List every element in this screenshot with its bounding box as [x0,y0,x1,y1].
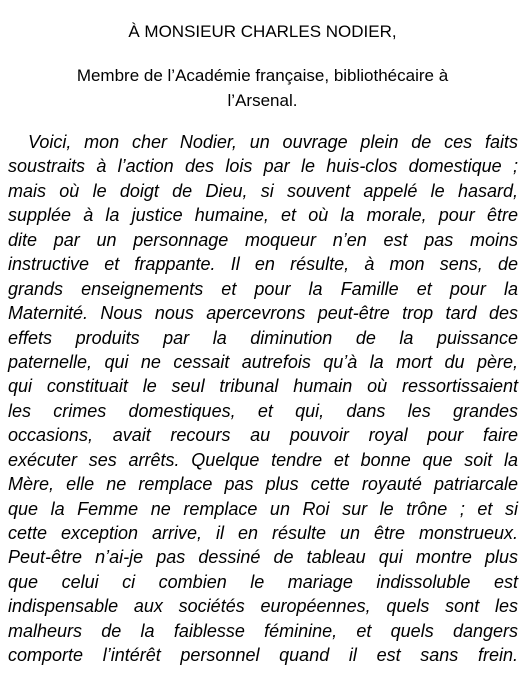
paragraph-line: indispensable aux sociétés européennes, quels sont les [8,596,518,617]
dedication-subtitle [0,64,525,113]
paragraph-line: exécuter ses arrêts. Quelque tendre et bonne que soit la [8,449,518,470]
dedication-heading: À MONSIEUR CHARLES NODIER, [128,22,397,41]
subtitle-line: Membre de l’Académie française, bibliothécaire à [76,66,449,85]
paragraph-line: dite par un personnage moqueur n’en est pas moins [8,229,518,250]
paragraph-line: effets produits par la diminution de la puissance [8,327,518,348]
paragraph-line: supplée à la justice humaine, et où la morale, pour être [8,205,518,226]
paragraph-line: Voici, mon cher Nodier, un ouvrage plein de ces faits [28,132,518,152]
paragraph-line: soustraits à l’action des lois par le huis-clos domestique ; [8,156,518,177]
paragraph-line: qui constituait le seul tribunal humain où ressortissaient [8,376,518,397]
paragraph-line: comporte l’intérêt personnel quand il est sans frein. [8,645,518,666]
body-paragraph [8,130,518,668]
paragraph-line: grands enseignements et pour la Famille et pour la [8,278,518,299]
subtitle-line: l’Arsenal. [227,90,298,110]
paragraph-line: occasions, avait recours au pouvoir royal pour faire [8,425,518,446]
paragraph-line: les crimes domestiques, et qui, dans les grandes [8,400,518,421]
paragraph-line: que la Femme ne remplace un Roi sur le trône ; et si [8,498,518,519]
paragraph-line: Mère, elle ne remplace pas plus cette royauté patriarcale [8,474,518,495]
paragraph-line: instructive et frappante. Il en résulte, à mon sens, de [8,254,518,275]
paragraph-line: malheurs de la faiblesse féminine, et quels dangers [8,620,518,641]
paragraph-line: Peut-être n’ai-je pas dessiné de tableau qui montre plus [8,547,518,568]
paragraph-line: cette exception arrive, il en résulte un être monstrueux. [8,523,518,543]
paragraph-line: que celui ci combien le mariage indissoluble est [8,571,518,592]
paragraph-line: paternelle, qui ne cessait autrefois qu’à la mort du père, [8,351,518,372]
paragraph-line: mais où le doigt de Dieu, si souvent appelé le hasard, [8,180,518,201]
paragraph-line: Maternité. Nous nous apercevrons peut-être trop tard des [8,303,518,324]
